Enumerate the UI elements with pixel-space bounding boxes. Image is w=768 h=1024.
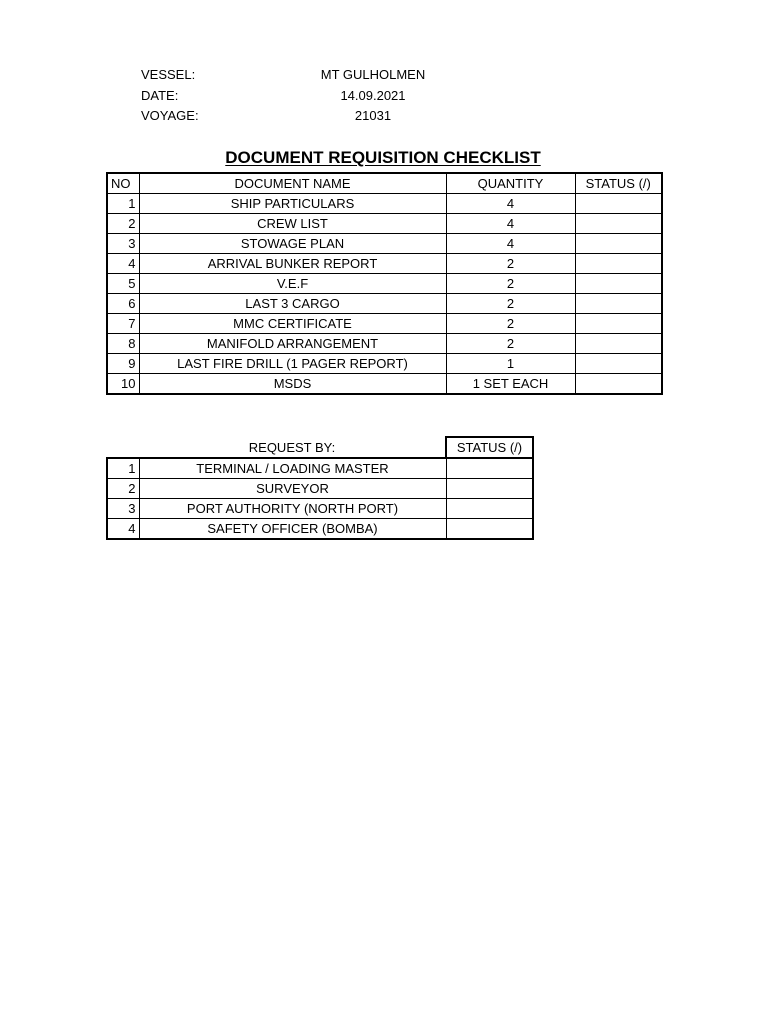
column-header-no: NO bbox=[107, 173, 139, 194]
quantity: 2 bbox=[446, 314, 575, 334]
status-cell[interactable] bbox=[575, 334, 662, 354]
status-cell[interactable] bbox=[575, 374, 662, 395]
empty-header-cell bbox=[107, 437, 139, 458]
vessel-value: MT GULHOLMEN bbox=[320, 67, 426, 82]
requester-name: SAFETY OFFICER (BOMBA) bbox=[139, 519, 446, 540]
table-row bbox=[107, 479, 533, 499]
document-name: V.E.F bbox=[139, 274, 446, 294]
status-cell[interactable] bbox=[446, 499, 533, 519]
requester-name: SURVEYOR bbox=[139, 479, 446, 499]
quantity: 2 bbox=[446, 274, 575, 294]
document-name: MMC CERTIFICATE bbox=[139, 314, 446, 334]
status-cell[interactable] bbox=[575, 294, 662, 314]
table-row bbox=[107, 214, 662, 234]
column-header-status: STATUS (/) bbox=[575, 173, 662, 194]
status-cell[interactable] bbox=[575, 214, 662, 234]
table-row bbox=[107, 499, 533, 519]
table-row bbox=[107, 274, 662, 294]
column-header-quantity: QUANTITY bbox=[446, 173, 575, 194]
document-name: LAST FIRE DRILL (1 PAGER REPORT) bbox=[139, 354, 446, 374]
date-value: 14.09.2021 bbox=[340, 88, 406, 103]
requester-name: TERMINAL / LOADING MASTER bbox=[139, 458, 446, 479]
quantity: 1 SET EACH bbox=[446, 374, 575, 395]
row-number: 2 bbox=[107, 214, 139, 234]
voyage-label: VOYAGE: bbox=[141, 108, 199, 123]
row-number: 3 bbox=[107, 499, 139, 519]
status-cell[interactable] bbox=[446, 519, 533, 540]
row-number: 9 bbox=[107, 354, 139, 374]
table-header-row bbox=[107, 173, 662, 194]
table-row bbox=[107, 234, 662, 254]
quantity: 2 bbox=[446, 334, 575, 354]
document-name: LAST 3 CARGO bbox=[139, 294, 446, 314]
row-number: 6 bbox=[107, 294, 139, 314]
row-number: 5 bbox=[107, 274, 139, 294]
quantity: 4 bbox=[446, 214, 575, 234]
table-row bbox=[107, 194, 662, 214]
table-row bbox=[107, 374, 662, 395]
document-name: ARRIVAL BUNKER REPORT bbox=[139, 254, 446, 274]
table-row bbox=[107, 314, 662, 334]
row-number: 8 bbox=[107, 334, 139, 354]
page-title: DOCUMENT REQUISITION CHECKLIST bbox=[225, 148, 541, 167]
row-number: 2 bbox=[107, 479, 139, 499]
row-number: 1 bbox=[107, 194, 139, 214]
quantity: 4 bbox=[446, 234, 575, 254]
row-number: 7 bbox=[107, 314, 139, 334]
table-row bbox=[107, 354, 662, 374]
document-name: SHIP PARTICULARS bbox=[139, 194, 446, 214]
row-number: 4 bbox=[107, 254, 139, 274]
column-header-request-by: REQUEST BY: bbox=[248, 439, 336, 455]
voyage-value: 21031 bbox=[354, 108, 392, 123]
requester-name: PORT AUTHORITY (NORTH PORT) bbox=[139, 499, 446, 519]
request-by-table bbox=[106, 436, 534, 540]
quantity: 2 bbox=[446, 294, 575, 314]
column-header-document-name: DOCUMENT NAME bbox=[139, 173, 446, 194]
table-row bbox=[107, 254, 662, 274]
document-name: STOWAGE PLAN bbox=[139, 234, 446, 254]
status-cell[interactable] bbox=[575, 354, 662, 374]
status-cell[interactable] bbox=[575, 274, 662, 294]
quantity: 2 bbox=[446, 254, 575, 274]
status-cell[interactable] bbox=[575, 194, 662, 214]
quantity: 4 bbox=[446, 194, 575, 214]
row-number: 1 bbox=[107, 458, 139, 479]
status-cell[interactable] bbox=[446, 479, 533, 499]
document-name: MANIFOLD ARRANGEMENT bbox=[139, 334, 446, 354]
document-name: CREW LIST bbox=[139, 214, 446, 234]
status-cell[interactable] bbox=[575, 314, 662, 334]
vessel-label: VESSEL: bbox=[141, 67, 196, 82]
table-row bbox=[107, 294, 662, 314]
row-number: 4 bbox=[107, 519, 139, 540]
document-name: MSDS bbox=[139, 374, 446, 395]
column-header-status: STATUS (/) bbox=[446, 437, 533, 458]
table-header-row bbox=[107, 437, 533, 458]
document-checklist-table bbox=[106, 172, 663, 395]
row-number: 3 bbox=[107, 234, 139, 254]
quantity: 1 bbox=[446, 354, 575, 374]
date-label: DATE: bbox=[141, 88, 179, 103]
table-row bbox=[107, 519, 533, 540]
row-number: 10 bbox=[107, 374, 139, 395]
status-cell[interactable] bbox=[575, 234, 662, 254]
status-cell[interactable] bbox=[446, 458, 533, 479]
table-row bbox=[107, 334, 662, 354]
status-cell[interactable] bbox=[575, 254, 662, 274]
table-row bbox=[107, 458, 533, 479]
